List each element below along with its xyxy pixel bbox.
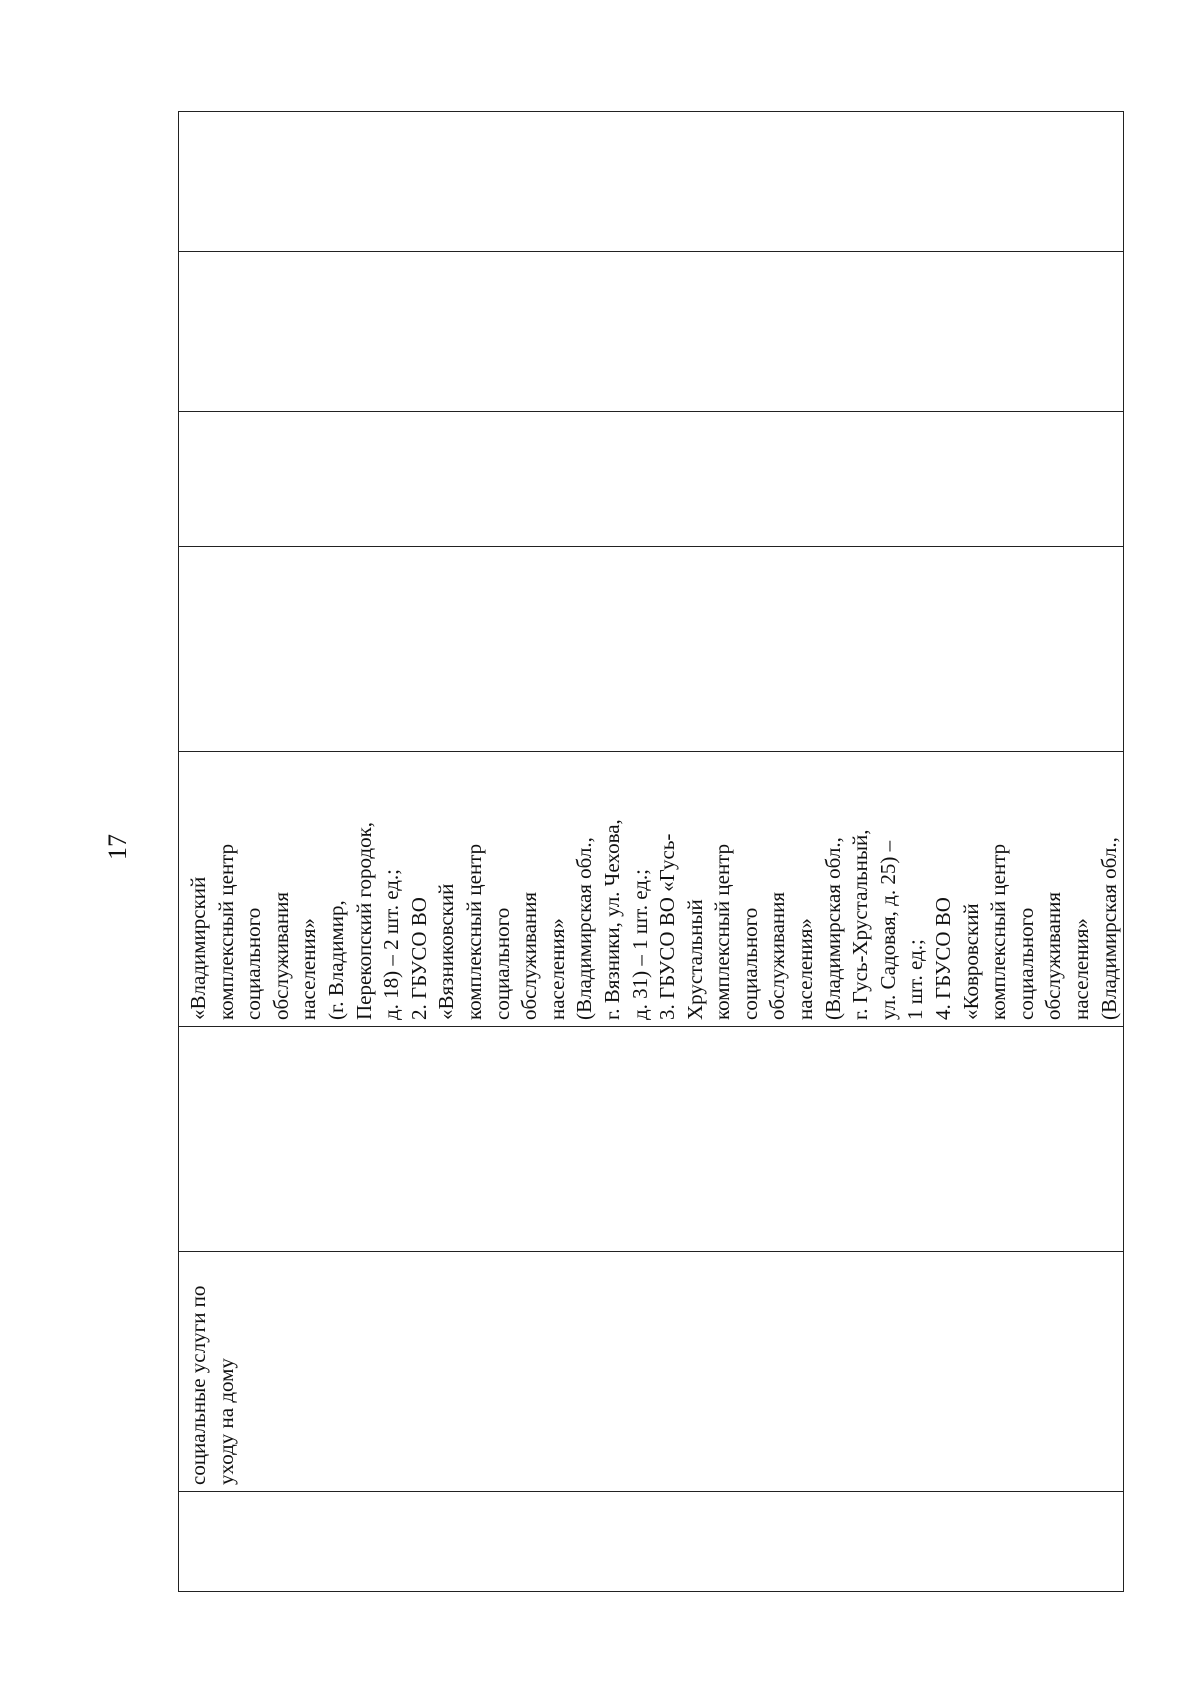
service-name-text: социальные услуги по уходу на дому — [186, 1285, 238, 1485]
table-cell-service-name — [179, 1252, 1124, 1492]
table-cell-empty — [179, 412, 1124, 547]
providers-text: «Владимирский комплексный центр социального обслуживания населения» (г. Владимир, Перекопский городок, д. 18) – 2 шт. ед.; 2. ГБУСО ВО «Вязниковский комплексный центр социального обслуживания населения» (Владимирская обл., г. Вязники, ул. Чехова, д. 31) – 1 шт. ед.; 3. ГБУСО ВО «Гусь- Хрустальный комплексный центр социального обслуживания населения» (Владимирская обл., г. Гусь-Хрустальный, ул. Садовая, д. 25) – 1 шт. ед.; 4. ГБУСО ВО «Ковровский комплексный центр социального обслуживания населения» (Владимирская обл., — [186, 819, 1121, 1020]
table-cell-empty — [179, 547, 1124, 752]
table-row — [179, 112, 1124, 1592]
table-frame — [178, 112, 1123, 1592]
table-cell-empty — [179, 112, 1124, 252]
table-cell-number — [179, 1492, 1124, 1592]
table-cell-providers — [179, 752, 1124, 1027]
page-number: 17 — [103, 834, 132, 860]
table-cell-empty — [179, 252, 1124, 412]
table-cell-empty — [179, 1027, 1124, 1252]
services-table — [178, 111, 1124, 1592]
